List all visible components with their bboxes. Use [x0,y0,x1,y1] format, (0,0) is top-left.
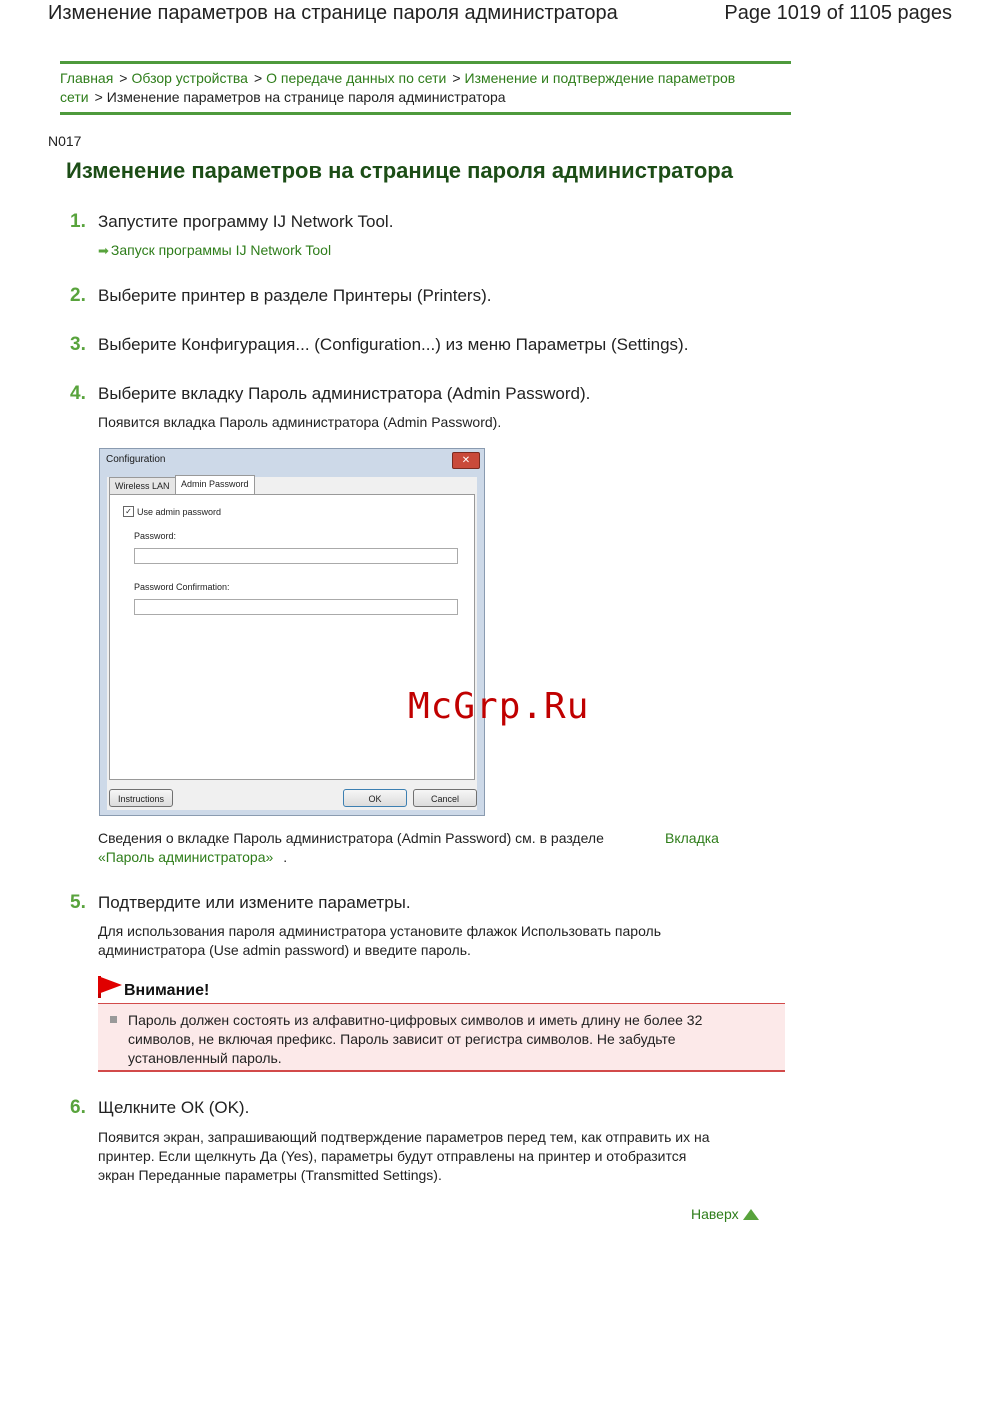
reference-end: . [283,849,288,865]
caution-box [98,1003,785,1072]
cancel-button[interactable]: Cancel [413,789,477,807]
dialog-body [107,477,477,810]
step-6-note [98,1128,710,1185]
admin-tab-link-part2[interactable]: «Пароль администратора» [98,849,274,865]
note-line: администратора (Use admin password) и введите пароль. [98,942,471,958]
caution-line: установленный пароль. [128,1050,282,1066]
password-confirmation-label: Password Confirmation: [134,582,230,592]
step-3 [70,334,688,356]
start-tool-link[interactable]: Запуск программы IJ Network Tool [110,242,332,258]
breadcrumb-current: Изменение параметров на странице пароля администратора [106,89,506,105]
admin-tab-link-part1[interactable]: Вкладка [665,830,719,846]
step-1 [70,211,393,233]
breadcrumb [60,61,791,115]
dialog-title: Configuration [106,454,166,465]
step-number: 5. [70,892,86,913]
step-number: 2. [70,285,86,306]
caution-line: символов, не включая префикс. Пароль зависит от регистра символов. Не забудьте [128,1031,676,1047]
use-admin-password-checkbox[interactable] [123,506,221,517]
step-number: 6. [70,1097,86,1118]
square-bullet-icon [110,1016,117,1023]
tab-admin-password[interactable]: Admin Password [175,475,255,494]
step-text: Щелкните ОК (OK). [98,1098,250,1117]
arrow-right-icon: ➡ [98,243,109,258]
breadcrumb-separator: > [119,70,128,86]
step-text: Выберите Конфигурация... (Configuration...) из меню Параметры (Settings). [98,335,689,354]
admin-tab-reference [98,829,738,848]
page-title: Изменение параметров на странице пароля администратора [66,158,733,183]
header-title: Изменение параметров на странице пароля администратора [48,2,618,24]
watermark-text: McGrp.Ru [408,686,590,727]
breadcrumb-network-transfer[interactable]: О передаче данных по сети [266,70,447,86]
step-text: Подтвердите или измените параметры. [98,893,411,912]
step-6 [70,1097,249,1119]
password-label: Password: [134,531,177,541]
step-text: Запустите программу IJ Network Tool. [98,212,394,231]
step-5-note [98,922,661,960]
breadcrumb-separator: > [94,89,103,105]
breadcrumb-separator: > [253,70,263,86]
note-line: экран Переданные параметры (Transmitted Settings). [98,1167,442,1183]
breadcrumb-separator: > [452,70,461,86]
step-number: 1. [70,211,86,232]
back-to-top-link[interactable]: Наверх [691,1206,739,1222]
caution-text [128,1011,758,1068]
caution-flag-icon [98,976,122,994]
step-number: 3. [70,334,86,355]
step-2 [70,285,491,307]
step-1-link-row [98,241,331,260]
password-confirmation-field[interactable] [134,599,458,615]
tab-wireless-lan[interactable]: Wireless LAN [109,477,176,494]
admin-password-panel [109,494,475,780]
caution-heading: Внимание! [124,982,210,999]
ok-button[interactable]: OK [343,789,407,807]
checkmark-icon: ✓ [123,506,134,517]
step-text: Выберите принтер в разделе Принтеры (Printers). [98,286,492,305]
breadcrumb-network-settings[interactable]: Изменение и подтверждение параметров сети [60,70,736,105]
note-line: принтер. Если щелкнуть Да (Yes), параметры будут отправлены на принтер и отобразится [98,1148,687,1164]
close-icon[interactable]: ✕ [452,452,480,469]
arrow-up-icon [743,1209,759,1220]
page-counter: Page 1019 of 1105 pages [724,2,952,24]
instructions-button[interactable]: Instructions [109,789,173,807]
breadcrumb-home[interactable]: Главная [60,70,114,86]
password-field[interactable] [134,548,458,564]
step-4-note: Появится вкладка Пароль администратора (Admin Password). [98,414,502,430]
step-number: 4. [70,383,86,404]
note-line: Для использования пароля администратора установите флажок Использовать пароль [98,923,662,939]
note-line: Появится экран, запрашивающий подтверждение параметров перед тем, как отправить их на [98,1129,710,1145]
breadcrumb-device-overview[interactable]: Обзор устройства [131,70,248,86]
step-text: Выберите вкладку Пароль администратора (Admin Password). [98,384,591,403]
step-4 [70,383,590,405]
admin-tab-link-row [98,848,287,867]
caution-line: Пароль должен состоять из алфавитно-цифровых символов и иметь длину не более 32 [128,1012,703,1028]
step-5 [70,892,411,914]
doc-code: N017 [48,133,82,149]
configuration-dialog [99,448,485,816]
reference-text: Сведения о вкладке Пароль администратора (Admin Password) см. в разделе [98,830,604,846]
checkbox-label: Use admin password [137,506,222,517]
back-to-top[interactable] [691,1206,759,1222]
